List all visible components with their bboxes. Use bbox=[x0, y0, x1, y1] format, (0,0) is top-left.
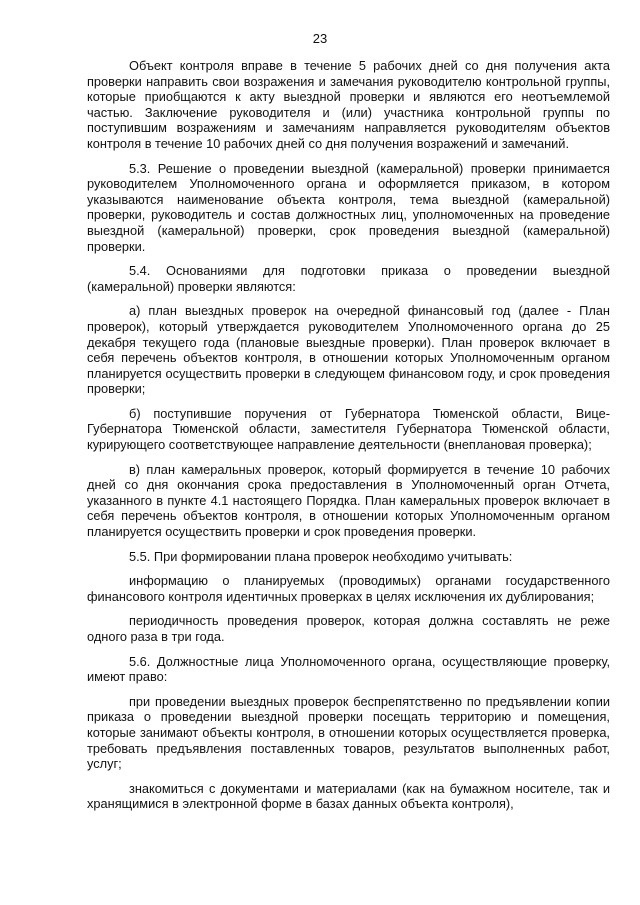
paragraph-5-6-documents: знакомиться с документами и материалами (как на бумажном носителе, так и хранящимися в электронной форме в базах данных объекта контроля), bbox=[87, 780, 610, 812]
paragraph-5-5-periodicity: периодичность проведения проверок, которая должна составлять не реже одного раза в три года. bbox=[87, 613, 610, 644]
paragraph-5-4-a: а) план выездных проверок на очередной финансовый год (далее - План проверок), который утверждается руководителем Уполномоченного органа до 25 декабря текущего года (плановые выездные проверки). План проверок включает в себя перечень объектов контроля, в отношении которых Уполномоченным органом планируется осуществить проверки в следующем финансовом году, и срок проведения проверки; bbox=[87, 303, 610, 397]
paragraph-5-5-info: информацию о планируемых (проводимых) органами государственного финансового контроля идентичных проверках в целях исключения их дублирования; bbox=[87, 573, 610, 604]
paragraph-5-6: 5.6. Должностные лица Уполномоченного органа, осуществляющие проверку, имеют право: bbox=[87, 653, 610, 685]
paragraph-5-4: 5.4. Основаниями для подготовки приказа о проведении выездной (камеральной) проверки являются: bbox=[87, 263, 610, 294]
paragraph-5-5: 5.5. При формировании плана проверок необходимо учитывать: bbox=[129, 548, 513, 564]
paragraph-objection-right: Объект контроля вправе в течение 5 рабочих дней со дня получения акта проверки направить свои возражения и замечания руководителю контрольной группы, которые приобщаются к акту выездной проверки и являются его неотъемлемой частью. Заключение руководителя и (или) участника контрольной группы по поступившим возражениям и замечаниям направляется руководителям объектов контроля в течение 10 рабочих дней со дня получения возражений и замечаний. bbox=[87, 58, 610, 151]
paragraph-5-4-b: б) поступившие поручения от Губернатора Тюменской области, Вице-Губернатора Тюменской области, заместителя Губернатора Тюменской области, курирующего соответствующее направление деятельности (внеплановая проверка); bbox=[87, 405, 610, 453]
paragraph-5-3: 5.3. Решение о проведении выездной (камеральной) проверки принимается руководителем Уполномоченного органа и оформляется приказом, в котором указываются наименование объекта контроля, тема выездной (камеральной) проверки, руководитель и состав должностных лиц, уполномоченных на проведение выездной (камеральной) проверки, срок проведения выездной (камеральной) проверки. bbox=[87, 160, 610, 254]
paragraph-5-4-v: в) план камеральных проверок, который формируется в течение 10 рабочих дней со дня окончания срока предоставления в Уполномоченный орган Отчета, указанного в пункте 4.1 настоящего Порядка. План камеральных проверок включает в себя перечень объектов контроля, в отношении которых Уполномоченным органом планируется осуществить проверки и срок проведения проверки. bbox=[87, 461, 610, 540]
paragraph-5-6-access: при проведении выездных проверок беспрепятственно по предъявлении копии приказа о проведении выездной проверки посещать территорию и помещения, которые занимают объекты контроля, в отношении которых осуществляется проверка, требовать предъявления поставленных товаров, результатов выполненных работ, услуг; bbox=[87, 693, 610, 772]
document-body bbox=[87, 58, 610, 821]
page-number: 23 bbox=[312, 31, 328, 46]
